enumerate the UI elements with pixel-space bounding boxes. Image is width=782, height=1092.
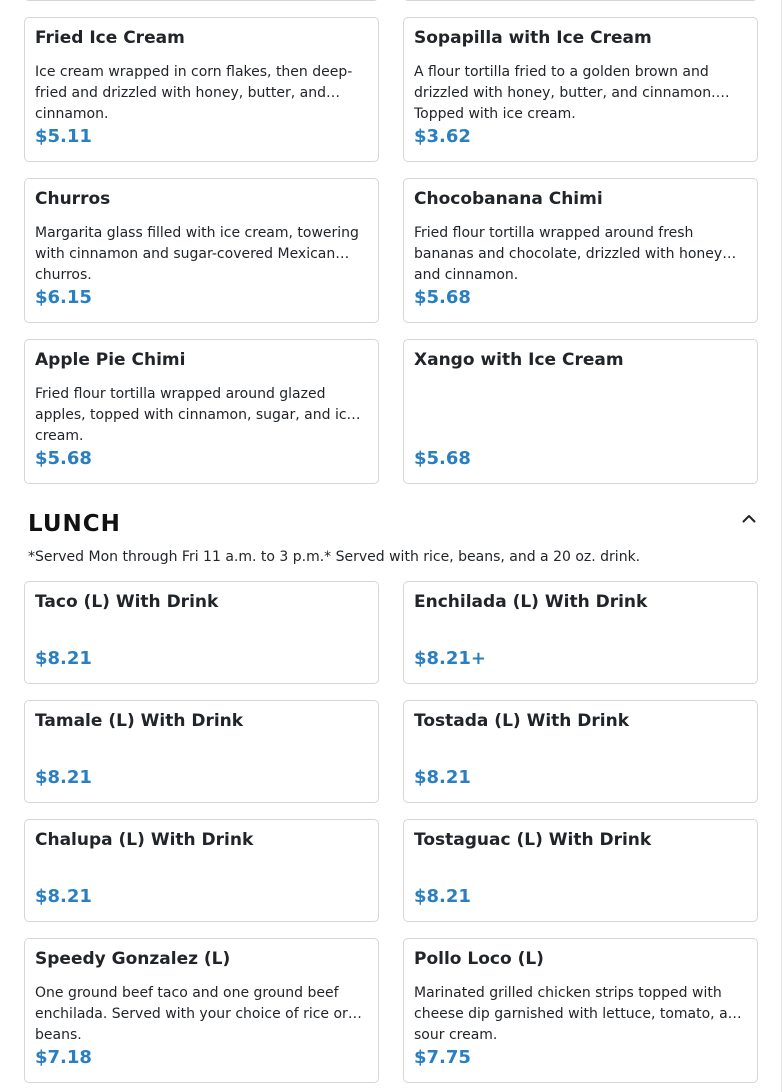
menu-item-card[interactable] xyxy=(403,819,758,922)
collapse-section-button[interactable] xyxy=(738,507,760,529)
item-description: Fried flour tortilla wrapped around glazed apples, topped with cinnamon, sugar, and ice cream. xyxy=(35,386,356,444)
section-note: *Served Mon through Fri 11 a.m. to 3 p.m.* Served with rice, beans, and a 20 oz. drink. xyxy=(28,549,641,565)
item-name: Pollo Loco (L) xyxy=(414,949,544,969)
menu-item-card[interactable] xyxy=(24,17,379,162)
menu-item-card[interactable] xyxy=(24,178,379,323)
item-name: Tamale (L) With Drink xyxy=(35,711,244,731)
menu-item-card-partial[interactable] xyxy=(24,0,379,1)
menu-item-card[interactable] xyxy=(403,938,758,1083)
item-name: Xango with Ice Cream xyxy=(414,350,624,370)
item-name: Chocobanana Chimi xyxy=(414,189,603,209)
menu-item-card[interactable] xyxy=(403,700,758,803)
item-name: Fried Ice Cream xyxy=(35,28,185,48)
item-price: $3.62 xyxy=(414,126,471,147)
item-description: Ice cream wrapped in corn flakes, then deep-fried and drizzled with honey, butter, and cinnamon. xyxy=(35,64,353,122)
item-name: Tostaguac (L) With Drink xyxy=(414,830,652,850)
item-name: Churros xyxy=(35,189,111,209)
item-name: Speedy Gonzalez (L) xyxy=(35,949,231,969)
menu-item-card[interactable] xyxy=(24,819,379,922)
menu-item-card[interactable] xyxy=(403,17,758,162)
item-price: $5.68 xyxy=(414,287,471,308)
item-price: $7.75 xyxy=(414,1047,471,1068)
menu-item-card[interactable] xyxy=(403,178,758,323)
menu-item-card[interactable] xyxy=(24,339,379,484)
item-name: Enchilada (L) With Drink xyxy=(414,592,648,612)
item-price: $8.21+ xyxy=(414,648,487,669)
item-price: $8.21 xyxy=(35,648,92,669)
item-description: Margarita glass filled with ice cream, towering with cinnamon and sugar-covered Mexican churros. xyxy=(35,225,359,283)
section-title-lunch: LUNCH xyxy=(28,511,121,537)
menu-item-card[interactable] xyxy=(403,581,758,684)
chevron-up-icon xyxy=(742,514,756,523)
item-price: $8.21 xyxy=(414,767,471,788)
menu-item-card-partial[interactable] xyxy=(403,0,758,1)
item-description: One ground beef taco and one ground beef enchilada. Served with your choice of rice or beans. xyxy=(35,985,348,1043)
item-name: Tostada (L) With Drink xyxy=(414,711,630,731)
menu-item-card[interactable] xyxy=(403,339,758,484)
item-price: $7.18 xyxy=(35,1047,92,1068)
item-description: Fried flour tortilla wrapped around fresh bananas and chocolate, drizzled with honey and cinnamon. xyxy=(414,225,723,283)
item-price: $8.21 xyxy=(414,886,471,907)
menu-item-card[interactable] xyxy=(24,938,379,1083)
item-name: Taco (L) With Drink xyxy=(35,592,219,612)
item-description: Marinated grilled chicken strips topped with cheese dip garnished with lettuce, tomato, and sour cream. xyxy=(414,985,746,1043)
item-price: $5.68 xyxy=(35,448,92,469)
item-price: $5.11 xyxy=(35,126,92,147)
item-name: Chalupa (L) With Drink xyxy=(35,830,254,850)
menu-item-card[interactable] xyxy=(24,581,379,684)
item-price: $6.15 xyxy=(35,287,92,308)
menu-item-card[interactable] xyxy=(24,700,379,803)
item-name: Sopapilla with Ice Cream xyxy=(414,28,652,48)
item-price: $5.68 xyxy=(414,448,471,469)
item-name: Apple Pie Chimi xyxy=(35,350,186,370)
item-price: $8.21 xyxy=(35,886,92,907)
item-description: A flour tortilla fried to a golden brown and drizzled with honey, butter, and cinnamon. Topped with ice cream. xyxy=(414,64,716,122)
item-price: $8.21 xyxy=(35,767,92,788)
